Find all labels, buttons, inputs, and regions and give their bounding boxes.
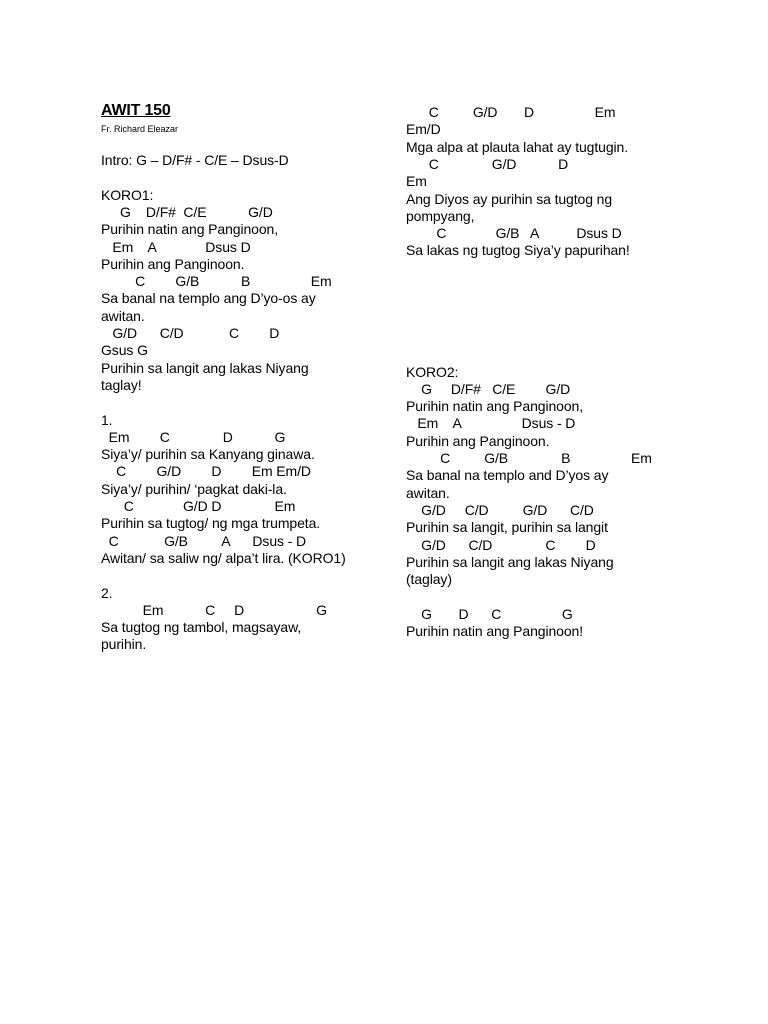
lyric-line: Em/D: [406, 121, 441, 138]
lyric-line: 2.: [101, 584, 113, 601]
lyric-line: Ang Diyos ay purihin sa tugtog ng: [406, 190, 613, 207]
lyric-line: C G/B A Dsus - D: [101, 532, 307, 549]
lyric-line: Purihin sa langit ang lakas Niyang: [101, 359, 309, 376]
lyric-line: C G/D D: [406, 155, 569, 172]
lyric-line: 1.: [101, 411, 113, 428]
lyric-line: awitan.: [406, 484, 450, 501]
lyric-line: G/D C/D C D: [101, 325, 280, 341]
lyric-line: Em C D G: [101, 428, 286, 445]
lyric-line: awitan.: [101, 307, 145, 324]
lyric-line: C G/B B Em: [406, 450, 652, 466]
lyric-line: pompyang,: [406, 207, 475, 224]
lyric-line: G D/F# C/E G/D: [406, 380, 571, 397]
lyric-line: Intro: G – D/F# - C/E – Dsus-D: [101, 152, 289, 168]
lyric-line: Purihin sa tugtog/ ng mga trumpeta.: [101, 515, 321, 532]
lyric-line: Sa tugtog ng tambol, magsayaw,: [101, 619, 302, 636]
lyric-line: C G/D D Em: [101, 498, 296, 514]
lyric-line: C G/D D Em Em/D: [101, 463, 311, 480]
lyric-line: Purihin natin ang Panginoon,: [406, 398, 584, 415]
lyric-line: taglay!: [101, 376, 142, 393]
lyric-line: Purihin ang Panginoon.: [101, 255, 245, 272]
lyric-line: Em: [406, 173, 427, 190]
lyric-line: C G/B B Em: [101, 273, 332, 290]
lyric-line: Siya’y/ purihin sa Kanyang ginawa.: [101, 446, 315, 463]
lyric-line: G/D C/D G/D C/D: [406, 501, 594, 518]
lyric-line: Em C D G: [101, 601, 327, 618]
lyric-line: G D C G: [406, 605, 573, 622]
lyric-line: C G/D D Em: [406, 104, 616, 120]
lyric-line: G/D C/D C D: [406, 536, 596, 553]
lyric-line: Awitan/ sa saliw ng/ alpa’t lira. (KORO1): [101, 549, 346, 566]
lyric-line: Purihin natin ang Panginoon!: [406, 623, 584, 639]
lyric-line: C G/B A Dsus D: [406, 225, 622, 242]
lyric-line: Siya’y/ purihin/ ‘pagkat daki-la.: [101, 480, 287, 497]
lyric-line: Purihin sa langit ang lakas Niyang: [406, 553, 614, 570]
lyric-line: Purihin ang Panginoon.: [406, 432, 550, 449]
lyric-line: (taglay): [406, 571, 452, 588]
lyric-line: Purihin sa langit, purihin sa langit: [406, 519, 608, 536]
song-author: Fr. Richard Eleazar: [101, 124, 179, 134]
lyric-line: Sa lakas ng tugtog Siya’y papurihan!: [406, 242, 630, 259]
lyric-line: Gsus G: [101, 342, 148, 359]
lyric-line: Purihin natin ang Panginoon,: [101, 221, 279, 238]
lyric-line: Sa banal na templo and D’yos ay: [406, 467, 609, 484]
lyric-line: KORO2:: [406, 363, 459, 380]
lyric-line: G D/F# C/E G/D: [101, 203, 273, 220]
lyric-line: Em A Dsus D: [101, 238, 251, 255]
lyric-line: Em A Dsus - D: [406, 415, 576, 432]
lyric-line: Sa banal na templo ang D’yo-os ay: [101, 290, 316, 307]
lyric-line: purihin.: [101, 636, 147, 653]
lyric-line: KORO1:: [101, 186, 154, 203]
song-title: AWIT 150: [101, 102, 171, 119]
lyric-line: Mga alpa at plauta lahat ay tugtugin.: [406, 138, 629, 155]
